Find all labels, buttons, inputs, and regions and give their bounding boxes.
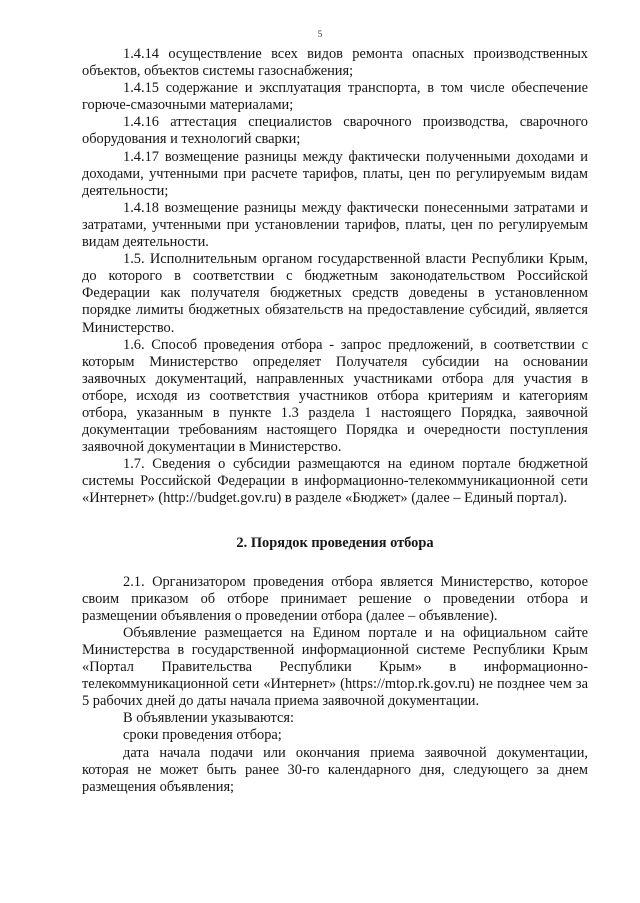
paragraph-1-4-16: 1.4.16 аттестация специалистов сварочного производства, сварочного оборудования и технологий сварки; [82,114,588,148]
paragraph-1-4-14: 1.4.14 осуществление всех видов ремонта опасных производственных объектов, объектов системы газоснабжения; [82,46,588,80]
paragraph-1-5: 1.5. Исполнительным органом государственной власти Республики Крым, до которого в соответствии с бюджетным законодательством Российской Федерации как получателя бюджетных средств доведены в установленном порядке лимиты бюджетных обязательств на предоставление субсидий, является Министерство. [82,251,588,336]
paragraph-announcement-contents: В объявлении указываются: [123,710,295,727]
paragraph-2-1: 2.1. Организатором проведения отбора является Министерство, которое своим приказом об отборе принимает решение о проведении отбора и размещении объявления о проведении отбора (далее – объявление). [82,573,588,624]
paragraph-1-4-18: 1.4.18 возмещение разницы между фактически понесенными затратами и затратами, учтенными при установлении тарифов, платы, цен по регулируемым видам деятельности. [82,199,588,251]
paragraph-1-4-17: 1.4.17 возмещение разницы между фактически полученными доходами и доходами, учтенными при расчете тарифов, платы, цен по регулируемым видам деятельности; [82,148,588,199]
paragraph-1-4-15: 1.4.15 содержание и эксплуатация транспорта, в том числе обеспечение горюче-смазочными материалами; [82,80,588,114]
paragraph-1-7: 1.7. Сведения о субсидии размещаются на едином портале бюджетной системы Российской Федерации в информационно-телекоммуникационной сети «Интернет» (http://budget.gov.ru) в разделе «Бюджет» (далее – Единый портал). [82,456,588,507]
section-2-heading: 2. Порядок проведения отбора [236,534,434,551]
paragraph-announcement-placement: Объявление размещается на Едином портале и на официальном сайте Министерства в государственной информационной системе Республики Крым «Портал Правительства Республики Крым» в информационно-телекоммуникационной сети «Интернет» (https://mtop.rk.gov.ru) не позднее чем за 5 рабочих дней до даты начала приема заявочной документации. [82,624,588,710]
document-body [82,46,588,796]
page-number: 5 [317,29,323,39]
paragraph-submission-dates: дата начала подачи или окончания приема заявочной документации, которая не может быть ранее 30-го календарного дня, следующего за днем размещения объявления; [82,744,588,795]
paragraph-1-6: 1.6. Способ проведения отбора - запрос предложений, в соответствии с которым Министерство определяет Получателя субсидии на основании заявочных документаций, направленных участниками отбора для участия в отборе, исходя из соответствия участников отбора критериям и категориям отбора, указанным в пункте 1.3 раздела 1 настоящего Порядка, заявочной документации требованиям настоящего Порядка и очередности поступления заявочной документации в Министерство. [82,336,588,456]
paragraph-selection-terms: сроки проведения отбора; [123,727,282,744]
